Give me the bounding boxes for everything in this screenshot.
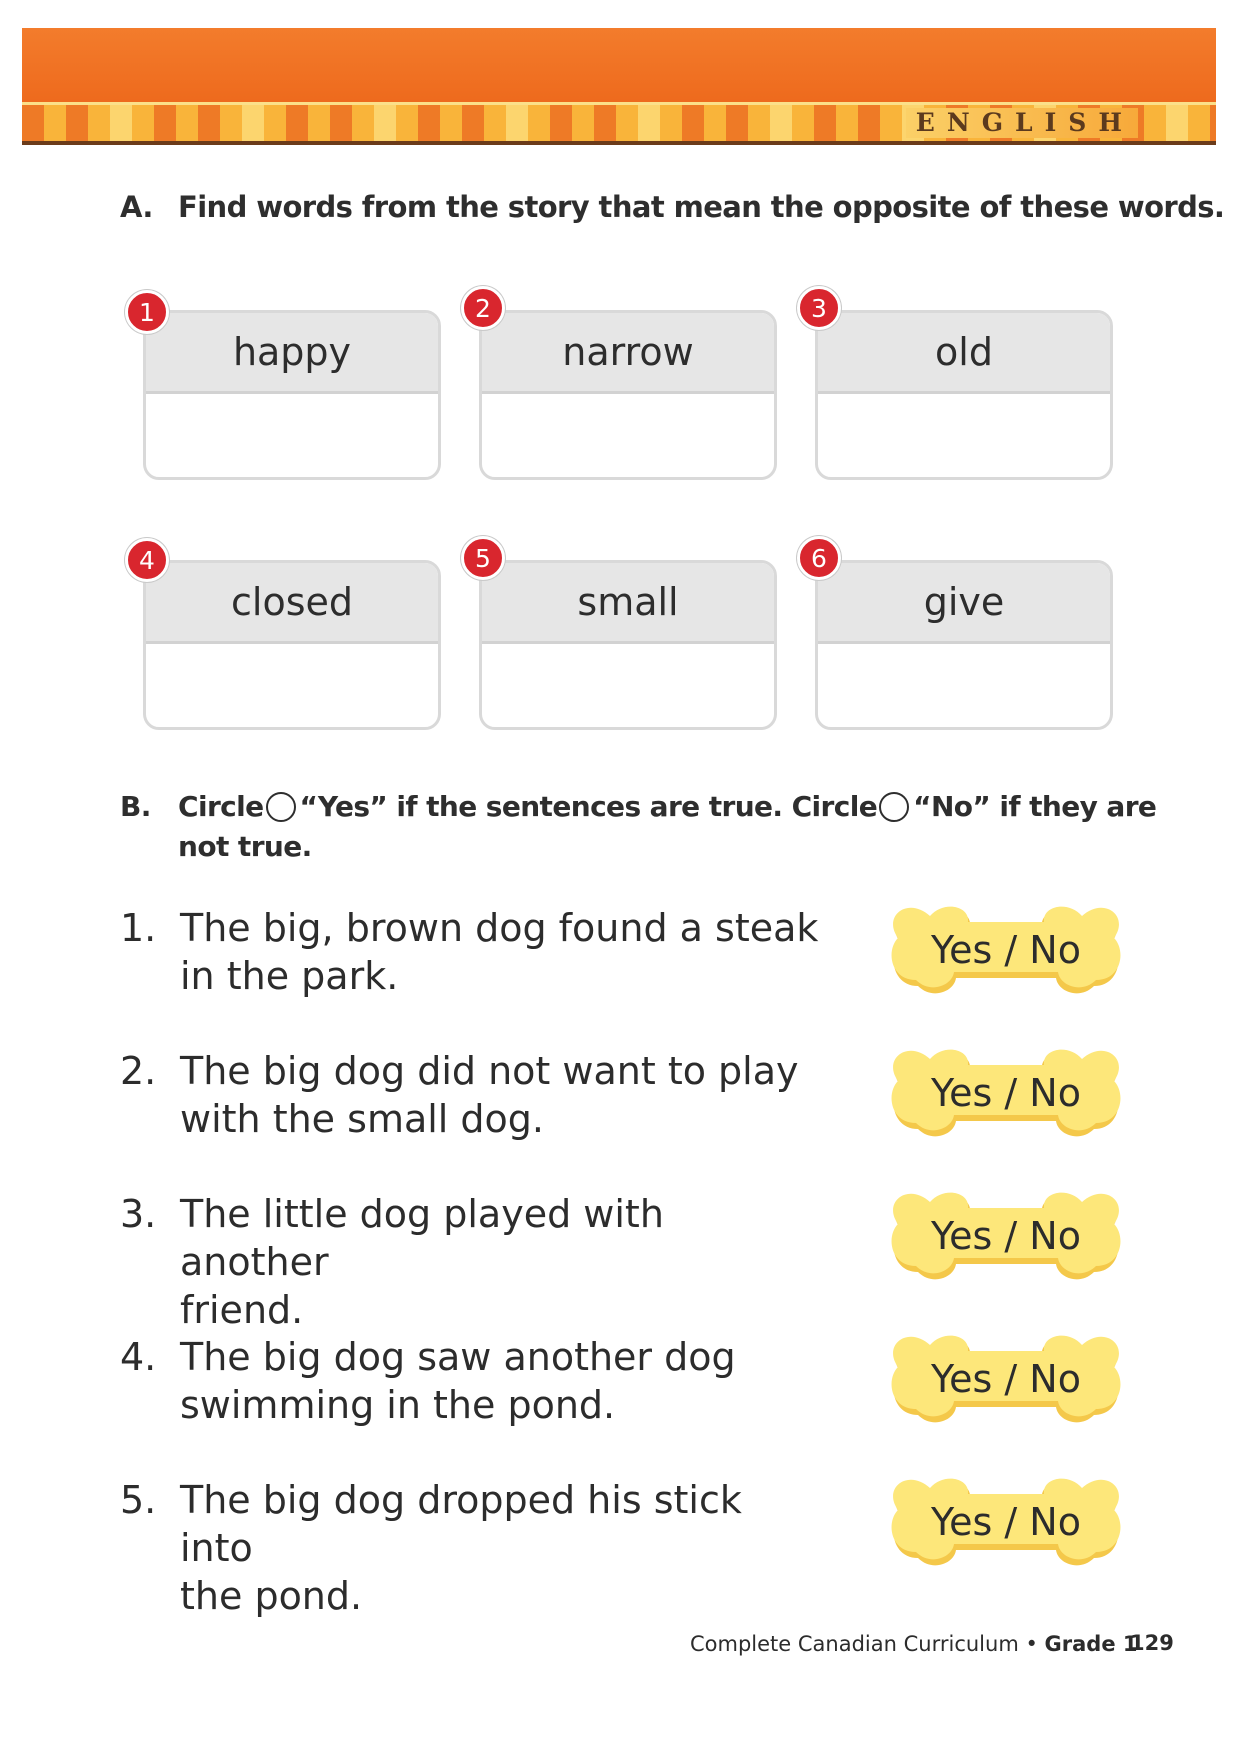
- footer-separator: •: [1025, 1632, 1038, 1656]
- circle-icon: [879, 792, 909, 822]
- opposite-word: old: [818, 313, 1110, 394]
- opposite-card-4: [143, 560, 441, 730]
- stripe-tile: [814, 105, 836, 141]
- opposite-card-5: [479, 560, 777, 730]
- question-line: The little dog played with another: [180, 1192, 664, 1284]
- stripe-tile: [726, 105, 748, 141]
- stripe-tile: [330, 105, 352, 141]
- section-b-instruction-part2: “Yes” if the sentences are true. Circle: [299, 790, 878, 823]
- stripe-tile: [66, 105, 88, 141]
- stripe-tile: [682, 105, 704, 141]
- footer-grade: Grade 1: [1044, 1632, 1138, 1656]
- answer-box[interactable]: [818, 394, 1110, 479]
- yes-no-label: Yes / No: [931, 928, 1081, 972]
- yes-no-label: Yes / No: [931, 1357, 1081, 1401]
- question-number: 3.: [120, 1192, 157, 1236]
- header-banner: [22, 28, 1216, 150]
- section-b-instruction-part3: “No” if they are: [913, 790, 1157, 823]
- yes-no-bone[interactable]: [890, 1319, 1122, 1439]
- answer-box[interactable]: [482, 394, 774, 479]
- question-number: 4.: [120, 1335, 157, 1379]
- question-line: The big dog saw another dog: [180, 1335, 736, 1379]
- question-line: with the small dog.: [180, 1097, 545, 1141]
- section-b-instruction-part1: Circle: [178, 790, 264, 823]
- circle-icon: [266, 792, 296, 822]
- number-badge: 6: [797, 536, 841, 580]
- answer-box[interactable]: [146, 394, 438, 479]
- section-a-instruction: Find words from the story that mean the opposite of these words.: [178, 190, 1225, 224]
- yes-no-label: Yes / No: [931, 1071, 1081, 1115]
- stripe-tile: [506, 105, 528, 141]
- question-text: [180, 1476, 820, 1620]
- section-a-heading: [120, 190, 1224, 224]
- stripe-tile: [638, 105, 660, 141]
- stripe-tile: [22, 105, 44, 141]
- answer-box[interactable]: [146, 644, 438, 729]
- page-number: 129: [1130, 1631, 1174, 1655]
- opposite-card-1: [143, 310, 441, 480]
- question-text: [180, 1047, 820, 1143]
- question-number: 5.: [120, 1478, 157, 1522]
- stripe-tile: [770, 105, 792, 141]
- stripe-tile: [198, 105, 220, 141]
- footer-book-title: [690, 1632, 1138, 1656]
- question-text: [180, 1190, 820, 1334]
- yes-no-bone[interactable]: [890, 1033, 1122, 1153]
- opposite-card-6: [815, 560, 1113, 730]
- stripe-tile: [1210, 105, 1216, 141]
- stripe-tile: [858, 105, 880, 141]
- opposite-word: closed: [146, 563, 438, 644]
- subject-label: ENGLISH: [906, 108, 1138, 138]
- question-text: [180, 904, 820, 1000]
- stripe-tile: [462, 105, 484, 141]
- number-badge: 2: [461, 286, 505, 330]
- opposite-word: small: [482, 563, 774, 644]
- question-line: the pond.: [180, 1574, 363, 1618]
- stripe-tile: [110, 105, 132, 141]
- section-a-letter: A.: [120, 190, 153, 224]
- stripe-tile: [286, 105, 308, 141]
- footer-book: Complete Canadian Curriculum: [690, 1632, 1019, 1656]
- question-line: friend.: [180, 1288, 304, 1332]
- number-badge: 5: [461, 536, 505, 580]
- question-text: [180, 1333, 820, 1429]
- answer-box[interactable]: [818, 644, 1110, 729]
- opposite-card-2: [479, 310, 777, 480]
- opposite-card-3: [815, 310, 1113, 480]
- question-number: 1.: [120, 906, 157, 950]
- banner-divider: [22, 141, 1216, 145]
- answer-box[interactable]: [482, 644, 774, 729]
- question-line: swimming in the pond.: [180, 1383, 616, 1427]
- opposite-word: narrow: [482, 313, 774, 394]
- section-b-instruction-line2: not true.: [178, 830, 312, 863]
- question-line: The big dog did not want to play: [180, 1049, 799, 1093]
- question-line: The big, brown dog found a steak: [180, 906, 819, 950]
- yes-no-label: Yes / No: [931, 1214, 1081, 1258]
- stripe-tile: [1166, 105, 1188, 141]
- yes-no-bone[interactable]: [890, 1462, 1122, 1582]
- question-line: in the park.: [180, 954, 399, 998]
- stripe-tile: [418, 105, 440, 141]
- stripe-tile: [550, 105, 572, 141]
- stripe-tile: [154, 105, 176, 141]
- opposite-word: give: [818, 563, 1110, 644]
- opposite-word: happy: [146, 313, 438, 394]
- stripe-tile: [594, 105, 616, 141]
- section-b-heading: [120, 790, 1156, 823]
- question-line: The big dog dropped his stick into: [180, 1478, 742, 1570]
- yes-no-bone[interactable]: [890, 1176, 1122, 1296]
- number-badge: 4: [125, 538, 169, 582]
- stripe-tile: [374, 105, 396, 141]
- stripe-tile: [242, 105, 264, 141]
- question-number: 2.: [120, 1049, 157, 1093]
- number-badge: 1: [125, 290, 169, 334]
- section-b-letter: B.: [120, 790, 151, 823]
- number-badge: 3: [797, 286, 841, 330]
- banner-orange-band: [22, 28, 1216, 102]
- yes-no-bone[interactable]: [890, 890, 1122, 1010]
- yes-no-label: Yes / No: [931, 1500, 1081, 1544]
